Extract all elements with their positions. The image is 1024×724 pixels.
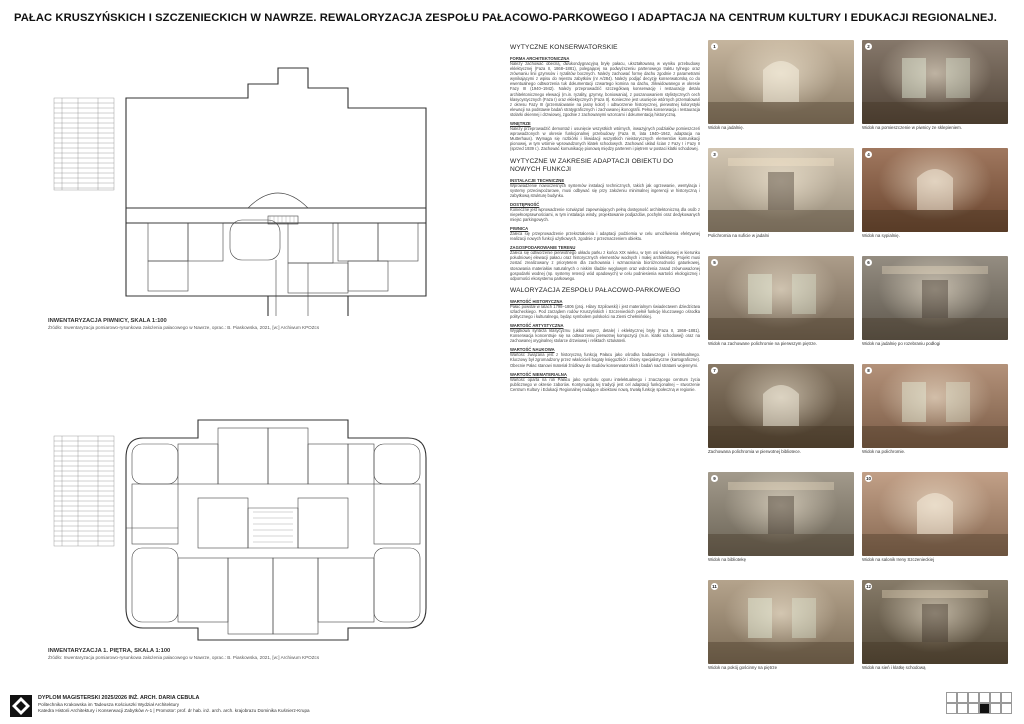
photo-number-badge: 6 <box>865 259 872 266</box>
photo-card <box>708 472 854 562</box>
first-floor-inner-walls <box>126 428 420 634</box>
first-floor-plan-caption: INWENTARYZACJA 1. PIĘTRA, SKALA 1:100 <box>48 648 171 654</box>
interior-photo <box>862 40 1008 124</box>
section-title-adaptation: WYTYCZNE W ZAKRESIE ADAPTACJI OBIEKTU DO NOWYCH FUNKCJI <box>510 157 674 173</box>
photo-number-badge: 5 <box>711 259 718 266</box>
photo-caption: Widok na sypialnię. <box>862 233 900 238</box>
footer-diploma-line: DYPLOM MAGISTERSKI 2025/2026 INŻ. ARCH. DARIA CEBULA <box>38 695 200 701</box>
photo-card <box>862 40 1008 130</box>
photo-number-badge: 7 <box>711 367 718 374</box>
paragraph-intangible-value: Wartość oparta na roli Pałacu jako symbolu oporu intelektualnego i znaczącego centrum życia publicznego w okresie zaborów. Kontynuacją tej tradycji jest cel adaptacji funkcjonalnej – stworzenie Centrum Kultury i Edukacji Regionalnej nadające obiektowi nową, trwałą funkcję społeczną w regionie. <box>510 376 700 392</box>
interior-photo <box>862 364 1008 448</box>
photo-card <box>708 364 854 454</box>
photo-card <box>862 256 1008 346</box>
photo-texture <box>708 256 854 340</box>
photo-number-badge: 4 <box>865 151 872 158</box>
photo-caption: Widok na salonik Ireny Szczenieckiej <box>862 557 934 562</box>
interior-photo <box>708 256 854 340</box>
photo-number-badge: 9 <box>711 475 718 482</box>
stair-hatch <box>253 512 293 542</box>
photo-caption: Widok na zachowane polichromie na pierwszym piętrze. <box>708 341 818 346</box>
footer-department-line: Katedra Historii Architektury i Konserwacji Zabytków A-1 | Promotor: prof. dr hab. inż. arch. arch. krajobrazu Dominika Kuśnierz-Krupa <box>38 708 310 713</box>
interior-photo <box>862 580 1008 664</box>
photo-number-badge: 2 <box>865 43 872 50</box>
photo-texture <box>862 364 1008 448</box>
photo-texture <box>862 580 1008 664</box>
photo-caption: Widok na polichromie. <box>862 449 906 454</box>
first-floor-plan-drawing <box>48 408 453 646</box>
photo-texture <box>708 40 854 124</box>
interior-photo <box>862 256 1008 340</box>
interior-photo <box>708 580 854 664</box>
subheading-artistic-value: WARTOŚĆ ARTYSTYCZNA <box>510 323 564 329</box>
subheading-architectural-form: FORMA ARCHITEKTONICZNA <box>510 56 570 61</box>
basement-inner-walls <box>148 193 418 316</box>
poster-title: PAŁAC KRUSZYŃSKICH I SZCZENIECKICH W NAWRZE. REWALORYZACJA ZESPOŁU PAŁACOWO-PARKOWEGO I ADAPTACJA NA CENTRUM KULTURY I EDUKACJI REGIONALNEJ. <box>14 12 997 24</box>
sheet-cell <box>957 692 968 703</box>
subheading-installations: INSTALACJE TECHNICZNE <box>510 177 565 183</box>
paragraph-site: Zaleca się odtworzenie pierwotnego układu parku z końca XIX wieku, w tym osi widokowej w kierunku południowej elewacji pałacu oraz historycznych elementów wodnych i małej architektury. Projekt musi zostać zrealizowany z priorytetem dla zachowania i wzmacniania bioróżnorodności gatunkowej, stosowania materiałów naturalnych o niskim śladzie węglowym oraz wdrożenia zasad zrównoważonej gospodarki wodnej (np. systemy retencji wód opadowych) w celu podniesienia wartości ekologicznej i odporności ekosystemu parkowego. <box>510 250 700 281</box>
photo-texture <box>708 472 854 556</box>
sheet-cell <box>1001 703 1012 714</box>
photo-texture <box>708 580 854 664</box>
subheading-interior: WNĘTRZE <box>510 121 531 127</box>
sheet-cell <box>946 692 957 703</box>
photo-card <box>708 40 854 130</box>
basement-plan-caption: INWENTARYZACJA PIWNICY, SKALA 1:100 <box>48 318 167 324</box>
sheet-cell <box>968 692 979 703</box>
first-floor-plan <box>48 408 453 660</box>
paragraph-architectural-form: Należy zachować obecną, dwukondygnacyjną bryłę pałacu, ukształtowaną w wyniku przebudowy eklektycznej (Faza II, 1868–1881), polegającej na podwyższeniu parterowego traktu tylnego oraz zrównaniu linii gzymsów i ryzalitów bocznych. Należy zachować formę dachu zgodnie z parametrami wynikającymi z wpisu do rejestru zabytków (nr A/284). Należy podjąć decyzję konserwatorską co do ewentualnego odtworzenia tuk dokumentacji czwartego komina na dachu, zlikwidowanego w okresie Fazy III (1940–1942). Należy przeprowadzić szczegółową konserwację i restaurację detalu architektonicznego elewacji (m.in. ryzality, gzymsy, boniowania), z poszanowaniem stylistycznych cech klasycystycznych (Faza I) oraz eklektycznych (Faza II). Konieczne jest usunięcie wtórnych przemalowań z okresu Fazy III (przemalowanie na jasny kolor) i odtworzenie historycznej, pierwotnej kolorystyki elewacji na podstawie badań stratygraficznych i zachowanej ikonografii. Pełna konserwacja i restauracja stolarki okiennej i drzwiowej, zgodnie z zachowanymi wzorcami i dokumentacją historyczną. <box>510 61 700 117</box>
university-logo <box>10 695 32 717</box>
photo-number-badge: 10 <box>865 476 871 481</box>
photo-number-badge: 11 <box>712 584 717 589</box>
photo-texture <box>862 256 1008 340</box>
photo-texture <box>708 148 854 232</box>
photo-card <box>862 148 1008 238</box>
paragraph-accessibility: Konieczne jest wprowadzenie rozwiązań zapewniających pełną dostępność architektoniczną dla osób z niepełnosprawnościami, w tym instalacja windy, projektowanie podjazdów, pochylni oraz dedykowanych miejsc parkingowych. <box>510 206 700 222</box>
sheet-cell <box>957 703 968 714</box>
photo-caption: Zachowana polichromia w pierwotnej bibliotece. <box>708 449 801 454</box>
room-legend-table <box>54 436 114 546</box>
guidelines-text-column <box>510 38 700 698</box>
paragraph-interior: Należy przeprowadzić demontaż i usunięcie wszystkich wtórnych, inwazyjnych podziałów pomieszczeń wprowadzonych w okresie funkcjonalnej przebudowy (Faza III, lata 1940–1942, adaptacja na Mutterhaus). Wymaga się rozbiórki i likwidacji wszystkich nieistorycznych elementów komunikacji pionowej, w tym wtórnie wprowadzonych klatek schodowych. Zachować układ ścian z Fazy I i Fazy II (sprzed 1939 r.). Zachować komunikację pionową między parterem i piętrem w postaci klatki schodowej. <box>510 126 700 152</box>
footer-university-line: Politechnika Krakowska im Tadeusza Kościuszki Wydział Architektury <box>38 702 180 707</box>
photo-card <box>708 256 854 346</box>
photo-caption: Widok na pokój gościnny na piętrze <box>708 665 778 670</box>
sheet-cell-current <box>979 703 990 714</box>
sheet-cell <box>979 692 990 703</box>
sheet-cell <box>990 692 1001 703</box>
sheet-cell <box>990 703 1001 714</box>
first-floor-plan-source: Źródło: Inwentaryzacja pomiarowo-rysunkowa założenia pałacowego w Nawrze, oprac.: B. Piaskowska, 2021, [w:] Archiwum KPOZcs <box>48 655 320 660</box>
paragraph-historical-value: Pałac powstał w latach 1798–1806 (proj. Hilary Szpilowski) i jest materialnym świadectwem dziedzictwa szlacheckiego. Pod zarządem rodów Kruszyńskich i Szczenieckich pełnił funkcję kluczowego ośrodka politycznego i kulturalnego, będąc symbolem polskości na Ziemi Chełmińskiej. <box>510 303 700 319</box>
photo-texture <box>862 472 1008 556</box>
photo-number-badge: 12 <box>865 584 871 589</box>
sheet-index-grid <box>946 692 1012 716</box>
subheading-accessibility: DOSTĘPNOŚĆ <box>510 201 540 207</box>
footer <box>10 694 510 718</box>
paragraph-scientific-value: Wartość związana jest z historyczną funkcją Pałacu jako ośrodka badawczego i intelektualnego. Kluczowy był zgromadzony przez właścicieli bogaty księgozbiór i zbiory specjalistyczne (kartograficzne). Obecnie Pałac stanowi materiał źródłowy do studiów konserwatorskich i badań nad stratami wojennymi. <box>510 352 700 368</box>
photo-caption: Widok na sień i klatkę schodową <box>862 665 926 670</box>
room-legend-table <box>54 98 114 190</box>
paragraph-installations: Wprowadzenie nowoczesnych systemów instalacji technicznych, takich jak ogrzewanie, wentylacja i systemy przeciwpożarowe, musi odbywać się przy założeniu minimalnej ingerencji w historyczną i zabytkową strukturę budynku. <box>510 182 700 198</box>
section-title-valorization: WALORYZACJA ZESPOŁU PAŁACOWO-PARKOWEGO <box>510 286 681 294</box>
paragraph-basement: Zaleca się przeprowadzenie przekształcenia i adaptacji podziemia w celu umożliwienia efektywnej realizacji nowych funkcji użytkowych, zgodnie z przeznaczeniem obiektu. <box>510 231 700 242</box>
photo-caption: Widok na bibliotekę <box>708 557 747 562</box>
photo-number-badge: 3 <box>711 151 718 158</box>
subheading-basement: PIWNICA <box>510 226 529 232</box>
photo-number-badge: 1 <box>711 43 718 50</box>
sheet-cell <box>968 703 979 714</box>
photo-texture <box>862 40 1008 124</box>
photo-texture <box>708 364 854 448</box>
sheet-cell <box>946 703 957 714</box>
photo-number-badge: 8 <box>865 367 872 374</box>
basement-plan-drawing <box>48 48 453 316</box>
sheet-cell <box>1001 692 1012 703</box>
photo-card <box>862 580 1008 670</box>
section-title-conservation: WYTYCZNE KONSERWATORSKIE <box>510 44 618 51</box>
subheading-intangible-value: WARTOŚĆ NIEMATERIALNA <box>510 371 567 377</box>
subheading-historical-value: WARTOŚĆ HISTORYCZNA <box>510 298 563 304</box>
basement-plan <box>48 48 453 330</box>
interior-photo <box>708 40 854 124</box>
interior-photo <box>862 472 1008 556</box>
photo-card <box>708 580 854 670</box>
photo-caption: Widok na pomieszczenie w piwnicy ze sklepieniem. <box>862 125 963 130</box>
paragraph-artistic-value: Wyjątkowa synteza klasycyzmu (układ wnętrz, detale) i eklektycznej bryły (Faza II, 1868–1881). Konserwacja koncentruje się na odtworzeniu pierwotnej kompozycji (m.in. klatki schodowej) oraz na zachowanej oryginalnej stolarce drzwiowej i reliktach sztukaterii. <box>510 328 700 344</box>
photo-caption: Polichromia na suficie w jadalni <box>708 233 770 238</box>
basement-plan-source: Źródło: Inwentaryzacja pomiarowo-rysunkowa założenia pałacowego w Nawrze, oprac.: B. Piaskowska, 2021, [w:] Archiwum KPOZcs <box>48 325 320 330</box>
photo-card <box>862 472 1008 562</box>
interior-photo <box>708 364 854 448</box>
photo-card <box>862 364 1008 454</box>
photo-caption: Widok na jadalnię po rozebraniu podłogi <box>862 341 941 346</box>
subheading-site: ZAGOSPODAROWANIE TERENU <box>510 245 576 251</box>
footer-text <box>38 695 310 714</box>
photo-texture <box>862 148 1008 232</box>
subheading-scientific-value: WARTOŚĆ NAUKOWA <box>510 347 555 353</box>
interior-photo <box>708 148 854 232</box>
interior-photo <box>708 472 854 556</box>
photo-card <box>708 148 854 238</box>
interior-photo <box>862 148 1008 232</box>
photo-caption: Widok na jadalnię. <box>708 125 744 130</box>
